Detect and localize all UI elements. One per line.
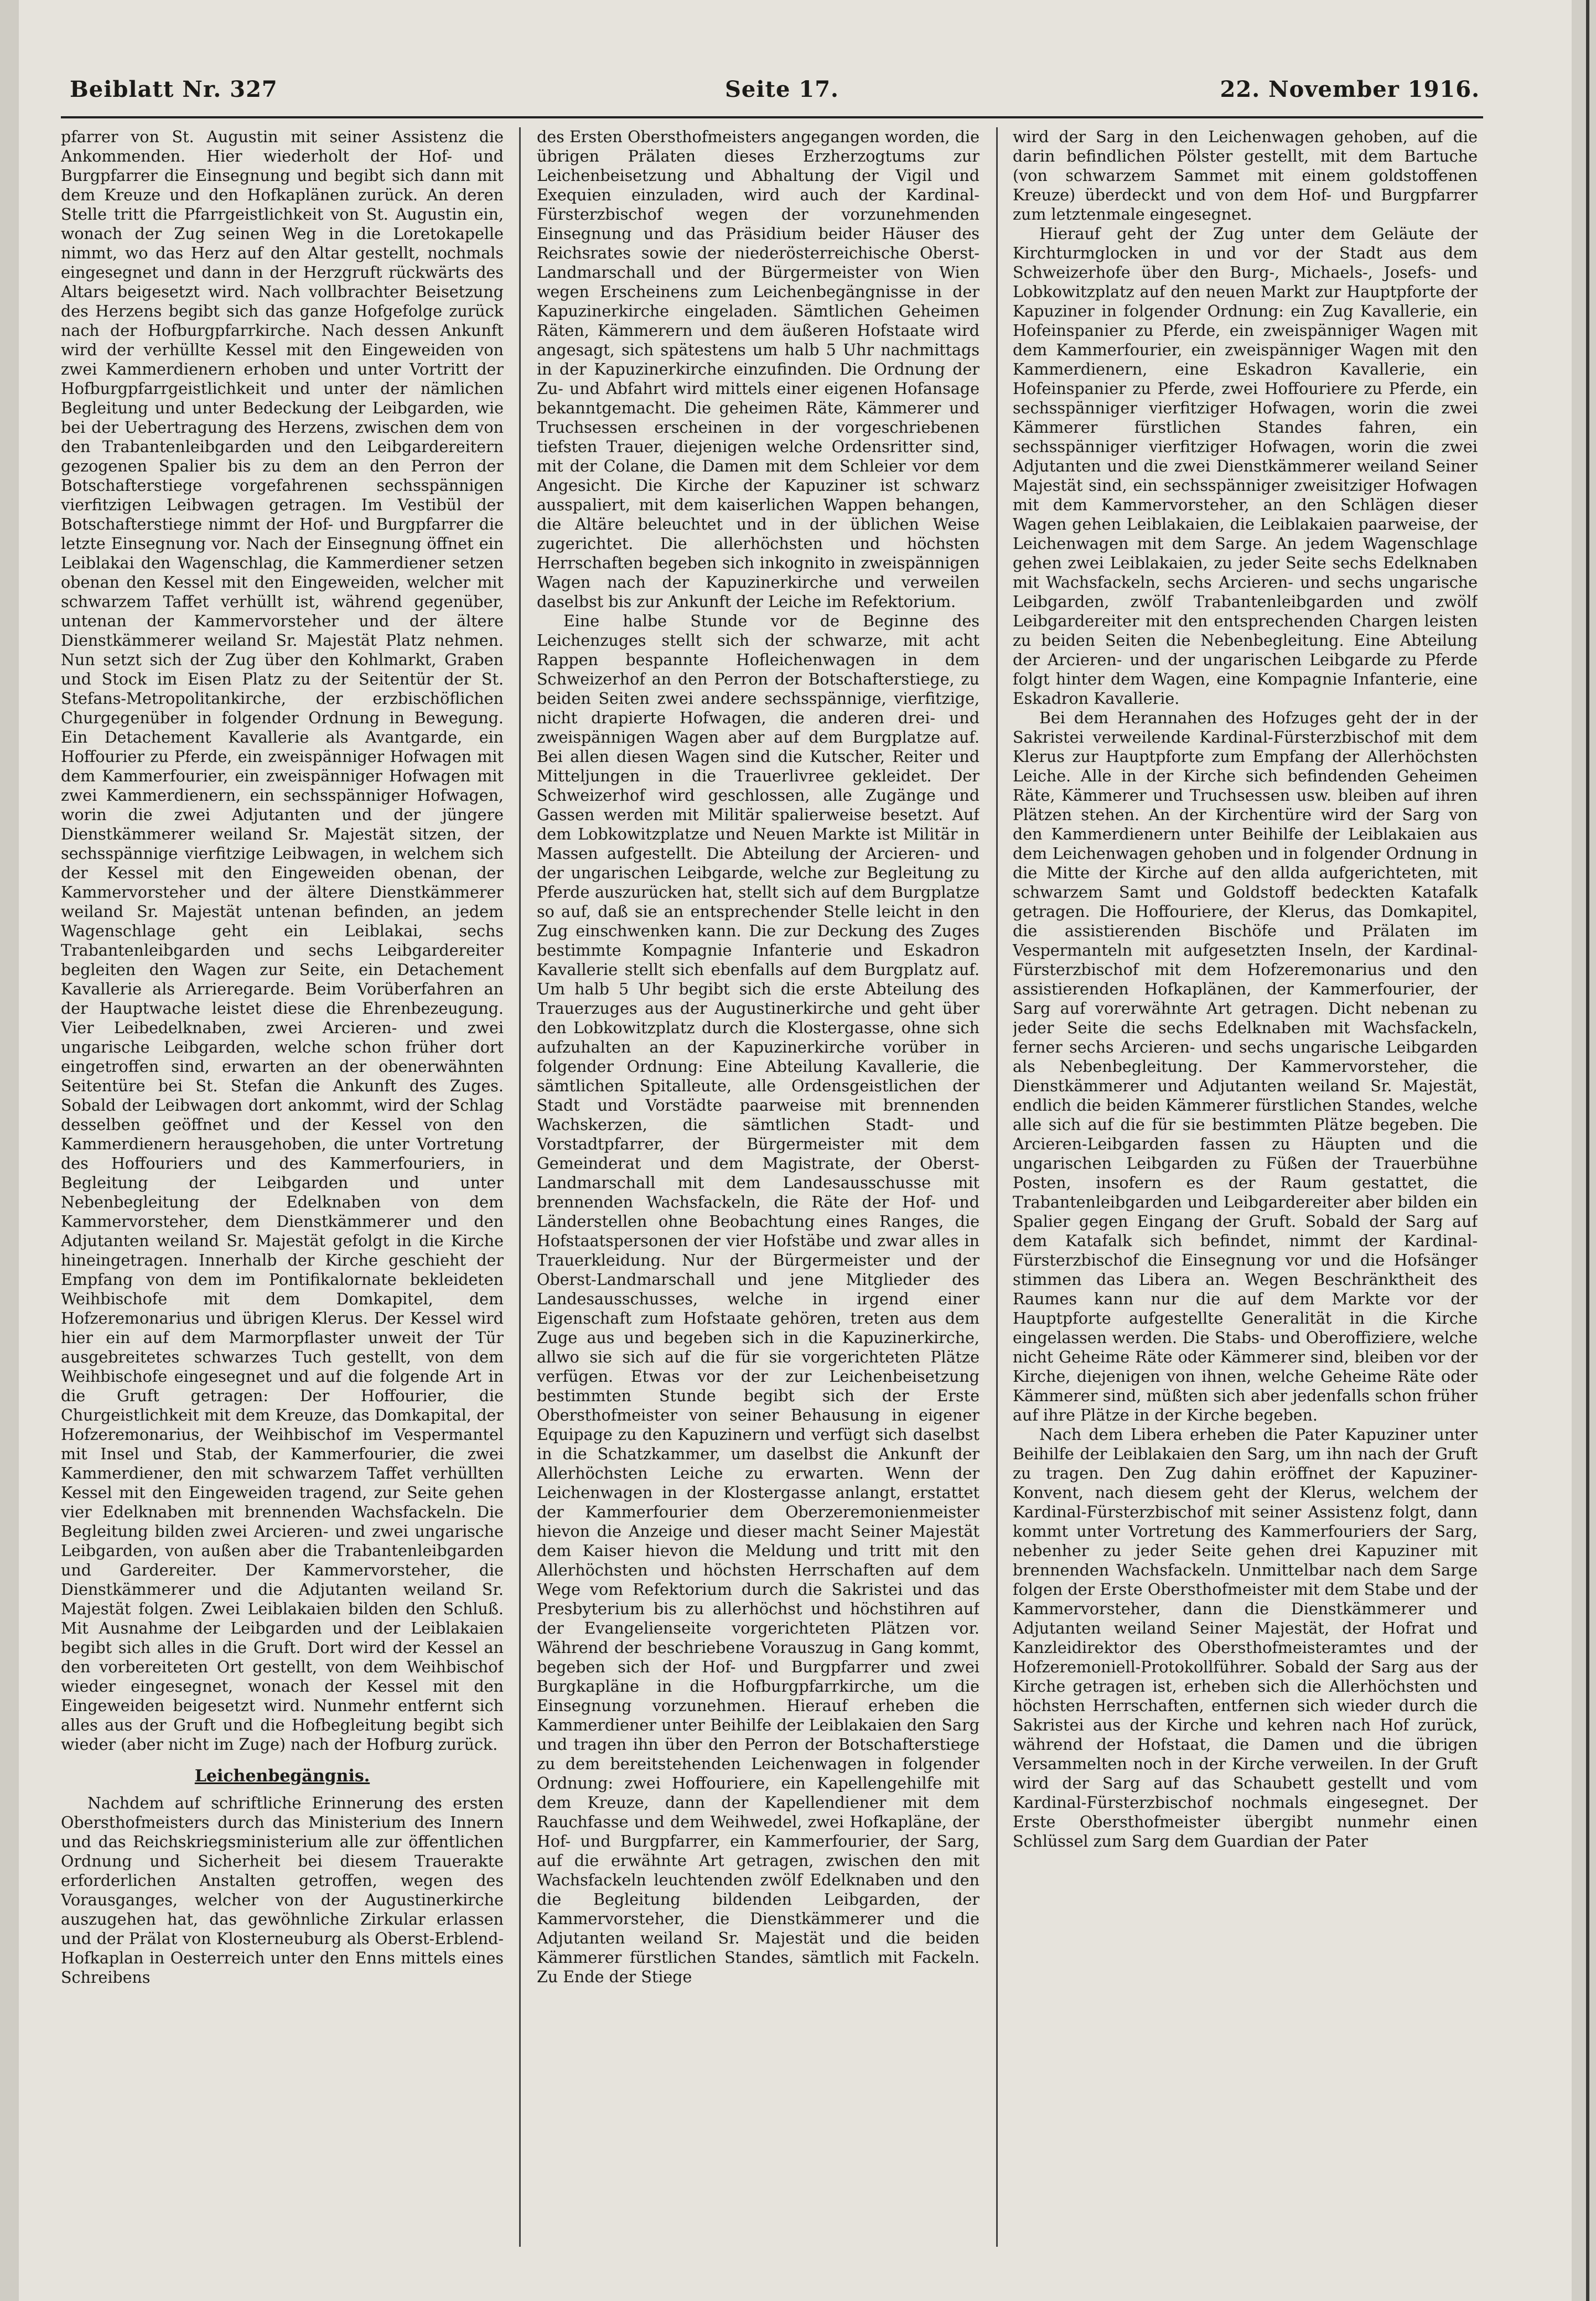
column-rule xyxy=(519,127,521,2247)
article-paragraph: des Ersten Obersthofmeisters angegangen worden, die übrigen Prälaten dieses Erzherzogtums zur Leichenbeisetzung und Abhaltung der Vigil und Exequien einzuladen, wird auch der Kardinal-Fürsterzbischof wegen der vorzunehmenden Einsegnung und das Präsidium beider Häuser des Reichsrates sowie der niederösterreichische Oberst-Landmarschall und der Bürgermeister von Wien wegen Erscheinens zum Leichenbegängnisse in der Kapuzinerkirche eingeladen. Sämtlichen Geheimen Räten, Kämmerern und dem äußeren Hofstaate wird angesagt, sich spätestens um halb 5 Uhr nachmittags in der Kapuzinerkirche einzufinden. Die Ordnung der Zu- und Abfahrt wird mittels einer eigenen Hofansage bekanntgemacht. Die geheimen Räte, Kämmerer und Truchsessen erscheinen in der vorgeschriebenen tiefsten Trauer, diejenigen welche Ordensritter sind, mit der Colane, die Damen mit dem Schleier vor dem Angesicht. Die Kirche der Kapuziner ist schwarz ausspaliert, mit dem kaiserlichen Wappen behangen, die Altäre beleuchtet und in der üblichen Weise zugerichtet. Die allerhöchsten und höchsten Herrschaften begeben sich inkognito in zweispännigen Wagen nach der Kapuzinerkirche und verweilen daselbst bis zur Ankunft der Leiche im Refektorium. xyxy=(537,128,980,611)
column-rule xyxy=(996,127,998,2247)
article-paragraph: Eine halbe Stunde vor de Beginne des Leichenzuges stellt sich der schwarze, mit acht Rappen bespannte Hofleichenwagen in dem Schweizerhof an den Perron der Botschafterstiege, zu beiden Seiten zwei andere sechsspännige, vierfitzige, nicht drapierte Hofwagen, die anderen drei- und zweispännigen Wagen aber auf dem Burgplatze auf. Bei allen diesen Wagen sind die Kutscher, Reiter und Mitteljungen in die Trauerlivree gekleidet. Der Schweizerhof wird geschlossen, alle Zugänge und Gassen werden mit Militär spalierweise besetzt. Auf dem Lobkowitzplatze und Neuen Markte ist Militär in Massen aufgestellt. Die Abteilung der Arcieren- und der ungarischen Leibgarde, welche zur Begleitung zu Pferde auszurücken hat, stellt sich auf dem Burgplatze so auf, daß sie an entsprechender Stelle leicht in den Zug einschwenken kann. Die zur Deckung des Zuges bestimmte Kompagnie Infanterie und Eskadron Kavallerie stellt sich ebenfalls auf dem Burgplatz auf. Um halb 5 Uhr begibt sich die erste Abteilung des Trauerzuges aus der Augustinerkirche und geht über den Lobkowitzplatz durch die Klostergasse, ohne sich aufzuhalten an der Kapuzinerkirche vorüber in folgender Ordnung: Eine Abteilung Kavallerie, die sämtlichen Spitalleute, alle Ordensgeistlichen der Stadt und Vorstädte paarweise mit brennenden Wachskerzen, die sämtlichen Stadt- und Vorstadtpfarrer, der Bürgermeister mit dem Gemeinderat und dem Magistrate, der Oberst-Landmarschall mit dem Landesausschusse mit brennenden Wachsfackeln, die Räte der Hof- und Länderstellen ohne Beobachtung eines Ranges, die Hofstaatspersonen der vier Hofstäbe und zwar alles in Trauerkleidung. Nur der Bürgermeister und der Oberst-Landmarschall und jene Mitglieder des Landesausschusses, welche in irgend einer Eigenschaft zum Hofstaate gehören, treten aus dem Zuge aus und begeben sich in die Kapuzinerkirche, allwo sie sich auf die für sie vorgerichteten Plätze verfügen. Etwas vor der zur Leichenbeisetzung bestimmten Stunde begibt sich der Erste Obersthofmeister von seiner Behausung in eigener Equipage zu den Kapuzinern und verfügt sich daselbst in die Schatzkammer, um daselbst die Ankunft der Allerhöchsten Leiche zu erwarten. Wenn der Leichenwagen in der Klostergasse anlangt, erstattet der Kammerfourier dem Oberzeremonienmeister hievon die Anzeige und dieser macht Seiner Majestät dem Kaiser hievon die Meldung und tritt mit den Allerhöchsten und höchsten Herrschaften auf dem Wege vom Refektorium durch die Sakristei und das Presbyterium bis zu allerhöchst und höchstihren auf der Evangelienseite vorgerichteten Plätzen vor. Während der beschriebene Vorauszug in Gang kommt, begeben sich der Hof- und Burgpfarrer und zwei Burgkapläne in die Hofburgpfarrkirche, um die Einsegnung vorzunehmen. Hierauf erheben die Kammerdiener unter Beihilfe der Leiblakaien den Sarg und tragen ihn über den Perron der Botschafterstiege zu dem bereitstehenden Leichenwagen in folgender Ordnung: zwei Hoffouriere, ein Kapellengehilfe mit dem Kreuze, dann der Kapellendiener mit dem Rauchfasse und dem Weihwedel, zwei Hofkapläne, der Hof- und Burgpfarrer, ein Kammerfourier, der Sarg, auf die erwähnte Art getragen, zwischen den mit Wachsfackeln leuchtenden zwölf Edelknaben und den die Begleitung bildenden Leibgarden, der Kammervorsteher, die Dienstkämmerer und die Adjutanten weiland Sr. Majestät und die beiden Kämmerer fürstlichen Standes, sämtlich mit Fackeln. Zu Ende der Stiege xyxy=(537,612,980,1986)
article-paragraph: Bei dem Herannahen des Hofzuges geht der in der Sakristei verweilende Kardinal-Fürsterzbischof mit dem Klerus zur Hauptpforte zum Empfang der Allerhöchsten Leiche. Alle in der Kirche sich befindenden Geheimen Räte, Kämmerer und Truchsessen usw. bleiben auf ihren Plätzen stehen. An der Kirchentüre wird der Sarg von den Kammerdienern unter Beihilfe der Leiblakaien aus dem Leichenwagen gehoben und in folgender Ordnung in die Mitte der Kirche auf den allda aufgerichteten, mit schwarzem Samt und Goldstoff bedeckten Katafalk getragen. Die Hoffouriere, der Klerus, das Domkapitel, die assistierenden Bischöfe und Prälaten im Vespermanteln mit aufgesetzten Inseln, der Kardinal-Fürsterzbischof mit dem Hofzeremonarius und den assistierenden Hofkaplänen, der Kammerfourier, der Sarg auf vorerwähnte Art getragen. Dicht nebenan zu jeder Seite die sechs Edelknaben mit Wachsfackeln, ferner sechs Arcieren- und sechs ungarische Leibgarden als Nebenbegleitung. Der Kammervorsteher, die Dienstkämmerer und Adjutanten weiland Sr. Majestät, endlich die beiden Kämmerer fürstlichen Standes, welche alle sich auf die für sie bestimmten Plätze begeben. Die Arcieren-Leibgarden fassen zu Häupten und die ungarischen Leibgarden zu Füßen der Trauerbühne Posten, insofern es der Raum gestattet, die Trabantenleibgarden und Leibgardereiter aber bilden ein Spalier gegen Eingang der Gruft. Sobald der Sarg auf dem Katafalk sich befindet, nimmt der Kardinal-Fürsterzbischof die Einsegnung vor und die Hofsänger stimmen das Libera an. Wegen Beschränktheit des Raumes kann nur die auf dem Markte vor der Hauptpforte aufgestellte Generalität in die Kirche eingelassen werden. Die Stabs- und Oberoffiziere, welche nicht Geheime Räte oder Kämmerer sind, bleiben vor der Kirche, diejenigen von ihnen, welche Geheime Räte oder Kämmerer sind, müßten sich aber jedenfalls schon früher auf ihre Plätze in der Kirche begeben. xyxy=(1013,709,1478,1424)
article-paragraph: Nachdem auf schriftliche Erinnerung des ersten Obersthofmeisters durch das Ministerium des Innern und das Reichskriegsministerium alle zur öffentlichen Ordnung und Sicherheit bei diesem Trauerakte erforderlichen Anstalten getroffen, wegen des Vorausganges, welcher von der Augustinerkirche auszugehen hat, das gewöhnliche Zirkular erlassen und der Prälat von Klosterneuburg als Oberst-Erblend-Hofkaplan in Oesterreich unter den Enns mittels eines Schreibens xyxy=(61,1794,504,1987)
section-title: Leichenbegängnis. xyxy=(194,1766,370,1786)
article-paragraph: wird der Sarg in den Leichenwagen gehoben, auf die darin befindlichen Pölster gestellt, mit dem Bartuche (von schwarzem Sammet mit einem goldstoffenen Kreuze) überdeckt und von dem Hof- und Burgpfarrer zum letztenmale eingesegnet. xyxy=(1013,128,1478,224)
scan-right-margin xyxy=(1572,0,1596,2301)
text-column-3 xyxy=(1013,127,1478,2247)
text-column-1 xyxy=(61,127,504,2247)
header-page-number: Seite 17. xyxy=(725,76,839,102)
text-column-2 xyxy=(537,127,980,2247)
article-paragraph: Nach dem Libera erheben die Pater Kapuziner unter Beihilfe der Leiblakaien den Sarg, um ihn nach der Gruft zu tragen. Den Zug dahin eröffnet der Kapuziner-Konvent, nach diesem geht der Klerus, welchem der Kardinal-Fürsterzbischof mit seiner Assistenz folgt, dann kommt unter Vortretung des Kammerfouriers der Sarg, nebenher zu jeder Seite gehen drei Kapuziner mit brennenden Wachsfackeln. Unmittelbar nach dem Sarge folgen der Erste Obersthofmeister mit dem Stabe und der Kammervorsteher, dann die Dienstkämmerer und Adjutanten weiland Seiner Majestät, der Hofrat und Kanzleidirektor des Obersthofmeisteramtes und der Hofzeremoniell-Protokollführer. Sobald der Sarg aus der Kirche getragen ist, erheben sich die Allerhöchsten und höchsten Herrschaften, entfernen sich wieder durch die Sakristei aus der Kirche und kehren nach Hof zurück, während der Hofstaat, die Damen und die übrigen Versammelten noch in der Kirche verweilen. In der Gruft wird der Sarg auf das Schaubett gestellt und vom Kardinal-Fürsterzbischof nochmals eingesegnet. Der Erste Obersthofmeister übergibt nunmehr einen Schlüssel zum Sarg dem Guardian der Pater xyxy=(1013,1426,1478,1851)
header-issue: Beiblatt Nr. 327 xyxy=(70,76,278,102)
article-paragraph: Hierauf geht der Zug unter dem Geläute der Kirchturmglocken in und vor der Stadt aus dem Schweizerhofe über den Burg-, Michaels-, Josefs- und Lobkowitzplatz auf den neuen Markt zur Hauptpforte der Kapuziner in folgender Ordnung: ein Zug Kavallerie, ein Hofeinspanier zu Pferde, ein zweispänniger Wagen mit dem Kammerfourier, ein zweispänniger Wagen mit den Kammerdienern, eine Eskadron Kavallerie, ein Hofeinspanier zu Pferde, zwei Hoffouriere zu Pferde, ein sechsspänniger vierfitziger Hofwagen, worin die zwei Kämmerer fürstlichen Standes fahren, ein sechsspänniger vierfitziger Hofwagen, worin die zwei Adjutanten und die zwei Dienstkämmerer weiland Seiner Majestät sind, ein sechsspänniger zweisitziger Hofwagen mit dem Kammervorsteher, an den Schlägen dieser Wagen gehen Leiblakaien, die Leiblakaien paarweise, der Leichenwagen mit dem Sarge. An jedem Wagenschlage gehen zwei Leiblakaien, zu jeder Seite sechs Edelknaben mit Wachsfackeln, sechs Arcieren- und sechs ungarische Leibgarden, zwölf Trabantenleibgarden und zwölf Leibgardereiter mit den entsprechenden Chargen leisten zu beiden Seiten die Nebenbegleitung. Eine Abteilung der Arcieren- und der ungarischen Leibgarde zu Pferde folgt hinter dem Wagen, eine Kompagnie Infanterie, eine Eskadron Kavallerie. xyxy=(1013,225,1478,708)
scan-edge-line xyxy=(1586,0,1589,2301)
header-date: 22. November 1916. xyxy=(1220,76,1480,102)
page-header xyxy=(61,66,1483,118)
article-paragraph: pfarrer von St. Augustin mit seiner Assistenz die Ankommenden. Hier wiederholt der Hof- und Burgpfarrer die Einsegnung und begibt sich dann mit dem Kreuze und den Hofkaplänen zurück. An deren Stelle tritt die Pfarrgeistlichkeit von St. Augustin ein, wonach der Zug seinen Weg in die Loretokapelle nimmt, wo das Herz auf den Altar gestellt, nochmals eingesegnet und dann in der Herzgruft rückwärts des Altars beigesetzt wird. Nach vollbrachter Beisetzung des Herzens begibt sich das ganze Hofgefolge zurück nach der Hofburgpfarrkirche. Nach dessen Ankunft wird der verhüllte Kessel mit den Eingeweiden von zwei Kammerdienern erhoben und unter Vortritt der Hofburgpfarrgeistlichkeit und unter der nämlichen Begleitung und unter Bedeckung der Leibgarden, wie bei der Uebertragung des Herzens, zwischen dem von den Trabantenleibgarden und den Leibgardereitern gezogenen Spalier bis zu dem an den Perron der Botschafterstiege vorgefahrenen sechsspännigen vierfitzigen Leibwagen getragen. Im Vestibül der Botschafterstiege nimmt der Hof- und Burgpfarrer die letzte Einsegnung vor. Nach der Einsegnung öffnet ein Leiblakai den Wagenschlag, die Kammerdiener setzen obenan den Kessel mit den Eingeweiden, welcher mit schwarzem Taffet verhüllt ist, während gegenüber, untenan der Kammervorsteher und der ältere Dienstkämmerer weiland Sr. Majestät Platz nehmen. Nun setzt sich der Zug über den Kohlmarkt, Graben und Stock im Eisen Platz zu der Seitentür der St. Stefans-Metropolitankirche, der erzbischöflichen Churgegenüber in folgender Ordnung in Bewegung. Ein Detachement Kavallerie als Avantgarde, ein Hoffourier zu Pferde, ein zweispänniger Hofwagen mit dem Kammerfourier, ein zweispänniger Hofwagen mit zwei Kammerdienern, ein sechsspänniger Hofwagen, worin die zwei Adjutanten und der jüngere Dienstkämmerer weiland Sr. Majestät sitzen, der sechsspännige vierfitzige Leibwagen, in welchem sich der Kessel mit den Eingeweiden obenan, der Kammervorsteher und der ältere Dienstkämmerer weiland Sr. Majestät untenan befinden, an jedem Wagenschlage geht ein Leiblakai, sechs Trabantenleibgarden und sechs Leibgardereiter begleiten den Wagen zur Seite, ein Detachement Kavallerie als Arrieregarde. Beim Vorüberfahren an der Hauptwache leistet diese die Ehrenbezeugung. Vier Leibedelknaben, zwei Arcieren- und zwei ungarische Leibgarden, welche schon früher dort eingetroffen sind, erwarten an der obenerwähnten Seitentüre bei St. Stefan die Ankunft des Zuges. Sobald der Leibwagen dort ankommt, wird der Schlag desselben geöffnet und der Kessel von den Kammerdienern herausgehoben, die unter Vortretung des Hoffouriers und des Kammerfouriers, in Begleitung der Leibgarden und unter Nebenbegleitung der Edelknaben von dem Kammervorsteher, dem Dienstkämmerer und den Adjutanten weiland Sr. Majestät gefolgt in die Kirche hineingetragen. Innerhalb der Kirche geschieht der Empfang von dem im Pontifikalornate bekleideten Weihbischofe mit dem Domkapitel, dem Hofzeremonarius und übrigen Klerus. Der Kessel wird hier ein auf dem Marmorpflaster unweit der Tür ausgebreitetes schwarzes Tuch gestellt, von dem Weihbischofe eingesegnet und auf die folgende Art in die Gruft getragen: Der Hoffourier, die Churgeistlichkeit mit dem Kreuze, das Domkapital, der Hofzeremonarius, der Weihbischof im Vespermantel mit Insel und Stab, der Kammerfourier, die zwei Kammerdiener, den mit schwarzem Taffet verhüllten Kessel mit den Eingeweiden tragend, zur Seite gehen vier Edelknaben mit brennenden Wachsfackeln. Die Begleitung bilden zwei Arcieren- und zwei ungarische Leibgarden, von außen aber die Trabantenleibgarden und Gardereiter. Der Kammervorsteher, die Dienstkämmerer und die Adjutanten weiland Sr. Majestät folgen. Zwei Leiblakaien bilden den Schluß. Mit Ausnahme der Leibgarden und der Leiblakaien begibt sich alles in die Gruft. Dort wird der Kessel an den vorbereiteten Ort gestellt, von dem Weihbischof wieder eingesegnet, wonach der Kessel mit den Eingeweiden beigesetzt wird. Nunmehr entfernt sich alles aus der Gruft und die Hofbegleitung begibt sich wieder (aber nicht im Zuge) nach der Hofburg zurück. xyxy=(61,128,504,1754)
newspaper-page xyxy=(61,66,1483,2250)
scan-left-margin xyxy=(0,0,19,2301)
